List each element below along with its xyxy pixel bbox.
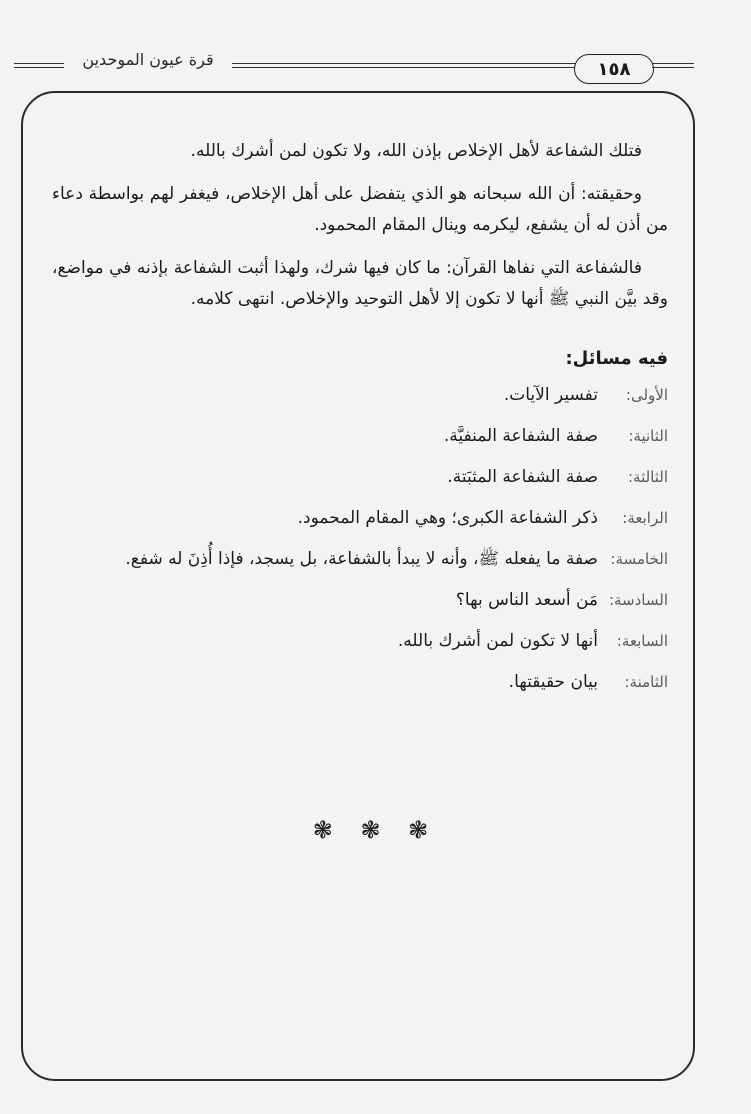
paragraph-3: فالشفاعة التي نفاها القرآن: ما كان فيها شرك، ولهذا أثبت الشفاعة بإذنه في مواضع، وقد بيَّن النبي ﷺ أنها لا تكون إلا لأهل التوحيد والإخلاص. انتهى كلامه. (52, 258, 668, 309)
header-rule-middle (232, 63, 576, 68)
issue-item-5 (52, 544, 668, 575)
paragraph-2: وحقيقته: أن الله سبحانه هو الذي يتفضل على أهل الإخلاص، فيغفر لهم بواسطة دعاء من أذن له أن يشفع، ليكرمه وينال المقام المحمود. (52, 184, 668, 235)
header-rule-left (14, 63, 64, 68)
issue-label: الثانية: (628, 427, 668, 445)
issue-label: السابعة: (616, 632, 668, 650)
issue-label: السادسة: (608, 591, 668, 609)
issue-item-6 (52, 585, 668, 616)
issue-text: صفة الشفاعة المثبَتة. (447, 467, 598, 487)
issue-text: صفة ما يفعله ﷺ، وأنه لا يبدأ بالشفاعة، بل يسجد، فإذا أُذِنَ له شفع. (125, 549, 598, 569)
book-title: قرة عيون الموحدين (82, 50, 214, 69)
issue-text: ذكر الشفاعة الكبرى؛ وهي المقام المحمود. (297, 508, 598, 528)
header-rule-right (652, 63, 694, 68)
issue-text: أنها لا تكون لمن أشرك بالله. (397, 631, 598, 651)
issue-text: مَن أسعد الناس بها؟ (455, 590, 598, 610)
issue-item-3 (52, 462, 668, 493)
section-separator-stars: ❃ ❃ ❃ (312, 816, 439, 844)
issue-label: الثالثة: (627, 468, 668, 486)
issue-label: الخامسة: (610, 550, 668, 568)
issues-heading: فيه مسائل: (565, 348, 668, 369)
issue-item-4 (52, 503, 668, 534)
issue-item-7 (52, 626, 668, 657)
issue-label: الأولى: (625, 386, 668, 404)
issue-label: الثامنة: (624, 673, 668, 691)
issue-item-2 (52, 421, 668, 452)
issue-text: تفسير الآيات. (503, 385, 598, 405)
issue-item-1 (52, 380, 668, 411)
page-header (0, 0, 751, 100)
page-number: ١٥٨ (574, 54, 654, 84)
issue-item-8 (52, 667, 668, 698)
issue-label: الرابعة: (622, 509, 668, 527)
page-content (52, 136, 668, 708)
paragraph-1: فتلك الشفاعة لأهل الإخلاص بإذن الله، ولا تكون لمن أشرك بالله. (190, 141, 642, 161)
issue-text: صفة الشفاعة المنفيَّة. (443, 426, 598, 446)
issue-text: بيان حقيقتها. (508, 672, 598, 692)
